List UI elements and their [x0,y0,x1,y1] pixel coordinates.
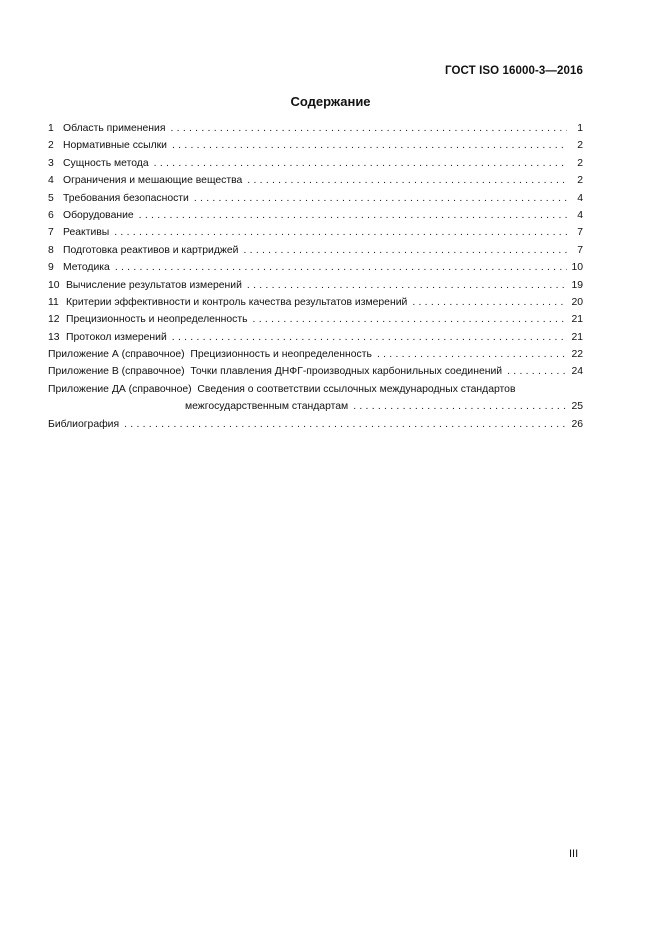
dot-leader [114,224,567,241]
toc-entry-number: 9 [48,262,54,274]
toc-annex-entry[interactable] [48,346,583,363]
toc-entry-number: 1 [48,123,54,134]
toc-entry-page: 10 [571,262,583,274]
toc-annex-entry[interactable] [48,363,583,380]
toc-entry-page: 7 [577,244,583,256]
toc-entry[interactable] [48,329,583,346]
toc-entry-page: 21 [571,331,583,343]
dot-leader [124,416,567,433]
toc-entry-label: Методика [63,262,110,274]
dot-leader [412,294,567,311]
toc-entry-number: 6 [48,209,54,221]
toc-entry-number: 3 [48,157,54,169]
toc-entry-label: Реактивы [63,227,110,239]
toc-entry-number: 8 [48,244,54,256]
toc-entry-label: Область применения [63,123,166,134]
page-title: Содержание [290,94,371,109]
toc-entry[interactable] [48,172,583,189]
toc-entry[interactable] [48,311,583,328]
toc-entry-label: Протокол измерений [66,331,167,343]
toc-entry-page: 19 [571,279,583,291]
toc-entry[interactable] [48,137,583,154]
toc-entry-label: Критерии эффективности и контроль качества результатов измерений [66,296,408,308]
dot-leader [247,172,567,189]
toc-entry-label: Нормативные ссылки [63,140,167,152]
toc-entry[interactable] [48,277,583,294]
dot-leader [170,120,567,137]
toc-entry-label: Сущность метода [63,157,149,169]
toc-entry-number: 10 [48,279,60,291]
bibliography-page: 26 [571,418,583,430]
toc-entry-page: 1 [577,123,583,134]
toc-bibliography-entry[interactable] [48,416,583,433]
dot-leader [507,363,567,380]
toc-entry-number: 12 [48,314,60,326]
dot-leader [172,137,567,154]
toc-entry[interactable] [48,207,583,224]
dot-leader [243,242,567,259]
toc-entry-page: 2 [577,140,583,152]
toc-annex-entry-da[interactable] [48,381,583,416]
annex-page: 22 [571,349,583,361]
dot-leader [115,259,567,276]
annex-label: Приложение В (справочное) Точки плавления ДНФГ-производных карбонильных соединений [48,366,503,378]
dot-leader [172,329,567,346]
toc-entry[interactable] [48,155,583,172]
toc-entry-label: Ограничения и мешающие вещества [63,175,243,187]
dot-leader [377,346,567,363]
toc-entry-page: 21 [571,314,583,326]
toc-entry-page: 7 [577,227,583,239]
table-of-contents [48,120,583,433]
dot-leader [139,207,567,224]
dot-leader [253,311,567,328]
annex-da-label-line1: Приложение ДА (справочное) Сведения о соответствии ссылочных международных стандартов [48,383,516,395]
bibliography-label: Библиография [48,418,120,430]
toc-entry-number: 5 [48,192,54,204]
toc-entry-number: 7 [48,227,54,239]
toc-entry[interactable] [48,259,583,276]
document-code: ГОСТ ISO 16000-3—2016 [445,65,583,77]
annex-page: 25 [571,401,583,413]
toc-entry-number: 4 [48,175,54,187]
dot-leader [194,190,567,207]
toc-entry-label: Прецизионность и неопределенность [66,314,248,326]
toc-entry[interactable] [48,190,583,207]
toc-entry[interactable] [48,224,583,241]
toc-entry[interactable] [48,120,583,137]
toc-entry-label: Вычисление результатов измерений [66,279,242,291]
toc-entry[interactable] [48,294,583,311]
toc-entry[interactable] [48,242,583,259]
toc-entry-page: 2 [577,175,583,187]
toc-entry-label: Требования безопасности [63,192,189,204]
toc-entry-page: 2 [577,157,583,169]
toc-entry-number: 13 [48,331,60,343]
annex-page: 24 [571,366,583,378]
toc-entry-page: 4 [577,209,583,221]
page-number: III [569,848,579,860]
toc-entry-page: 20 [571,296,583,308]
toc-entry-number: 2 [48,140,54,152]
annex-label: Приложение А (справочное) Прецизионность и неопределенность [48,349,372,361]
dot-leader [154,155,567,172]
dot-leader [353,398,567,415]
toc-entry-number: 11 [48,296,59,308]
dot-leader [247,277,567,294]
toc-entry-label: Оборудование [63,209,134,221]
toc-entry-page: 4 [577,192,583,204]
annex-da-label-line2: межгосударственным стандартам [185,401,349,413]
toc-entry-label: Подготовка реактивов и картриджей [63,244,239,256]
